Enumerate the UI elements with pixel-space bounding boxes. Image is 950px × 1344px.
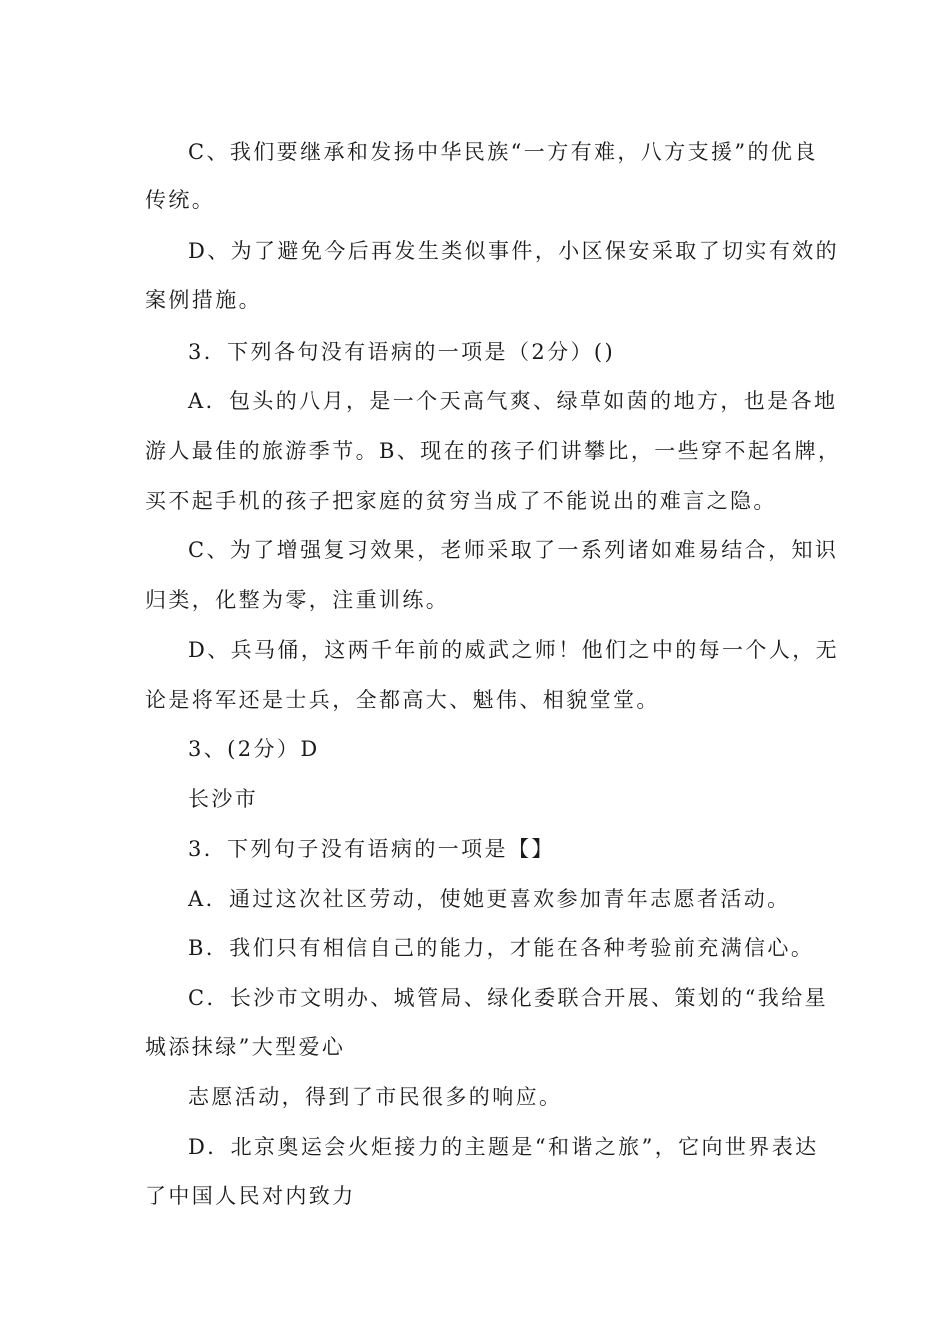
option-b-line-2: 买不起手机的孩子把家庭的贫穷当成了不能说出的难言之隐。 bbox=[145, 489, 777, 513]
answer-line: 3、(2分）D bbox=[188, 737, 320, 761]
option-c3-line-3: 志愿活动，得到了市民很多的响应。 bbox=[188, 1085, 563, 1109]
question-3-stem: 3．下列各句没有语病的一项是（2分）() bbox=[188, 340, 616, 364]
option-c-line-2: 传统。 bbox=[145, 188, 216, 212]
option-c2-line-1: C、为了增强复习效果，老师采取了一系列诸如难易结合，知识 bbox=[188, 538, 839, 562]
option-c2-line-2: 归类，化整为零，注重训练。 bbox=[145, 588, 450, 612]
option-d3-line-2: 了中国人民对内致力 bbox=[145, 1184, 356, 1208]
city-heading: 长沙市 bbox=[188, 787, 259, 811]
option-d2-line-2: 论是将军还是士兵，全都高大、魁伟、相貌堂堂。 bbox=[145, 688, 660, 712]
option-d-line-2: 案例措施。 bbox=[145, 288, 262, 312]
question-3b-stem: 3．下列句子没有语病的一项是【】 bbox=[188, 837, 555, 861]
option-b3-line: B．我们只有相信自己的能力，才能在各种考验前充满信心。 bbox=[188, 936, 815, 960]
option-c3-line-2: 城添抹绿”大型爱心 bbox=[145, 1035, 346, 1059]
option-c-line-1: C、我们要继承和发扬中华民族“一方有难，八方支援”的优良 bbox=[188, 140, 818, 164]
option-a3-line: A．通过这次社区劳动，使她更喜欢参加青年志愿者活动。 bbox=[188, 887, 791, 911]
option-a-line-2: 游人最佳的旅游季节。B、现在的孩子们讲攀比，一些穿不起名牌， bbox=[145, 439, 842, 463]
option-a-line-1: A．包头的八月，是一个天高气爽、绿草如茵的地方，也是各地 bbox=[188, 389, 838, 413]
option-d3-line-1: D．北京奥运会火炬接力的主题是“和谐之旅”，它向世界表达 bbox=[188, 1135, 819, 1159]
option-d2-line-1: D、兵马俑，这两千年前的威武之师！他们之中的每一个人，无 bbox=[188, 638, 840, 662]
option-d-line-1: D、为了避免今后再发生类似事件，小区保安采取了切实有效的 bbox=[188, 239, 840, 263]
option-c3-line-1: C．长沙市文明办、城管局、绿化委联合开展、策划的“我给星 bbox=[188, 986, 829, 1010]
